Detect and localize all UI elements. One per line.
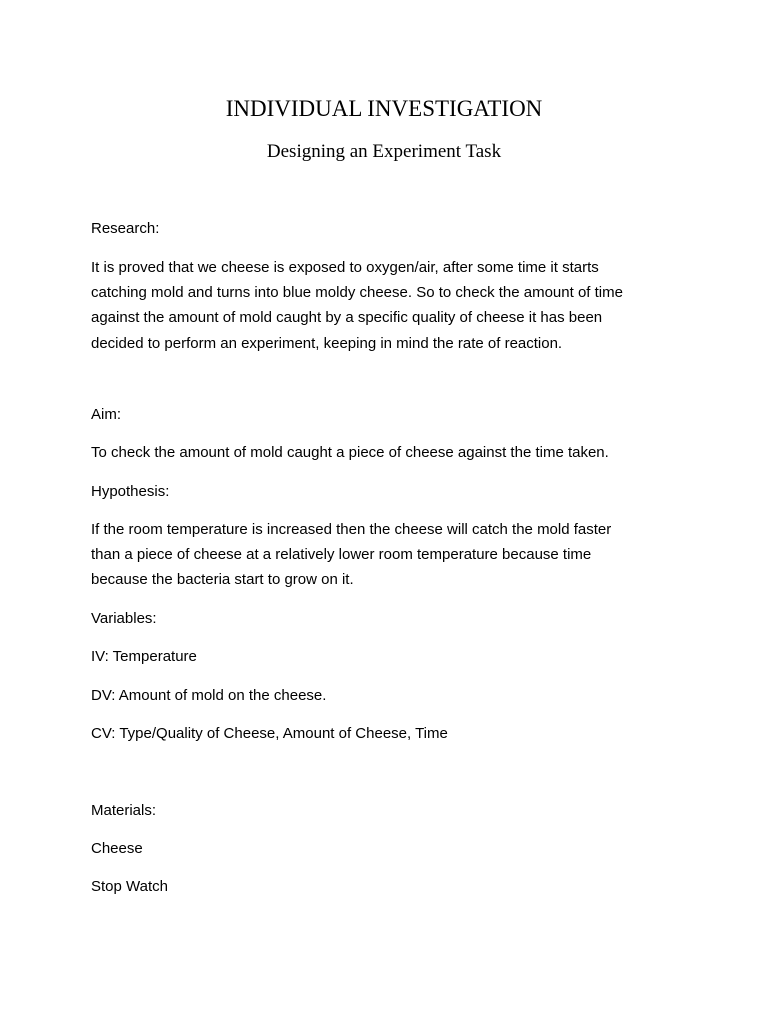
research-line: It is proved that we cheese is exposed to oxygen/air, after some time it starts [91, 259, 599, 276]
research-line: catching mold and turns into blue moldy cheese. So to check the amount of time [91, 284, 623, 301]
research-line: against the amount of mold caught by a specific quality of cheese it has been [91, 309, 603, 326]
materials-item: Stop Watch [91, 878, 168, 895]
research-heading: Research: [91, 220, 160, 237]
research-line: decided to perform an experiment, keeping in mind the rate of reaction. [91, 335, 563, 352]
page-title: INDIVIDUAL INVESTIGATION [225, 96, 543, 121]
aim-heading: Aim: [91, 406, 121, 423]
hypothesis-line: If the room temperature is increased then the cheese will catch the mold faster [91, 521, 612, 538]
hypothesis-line: because the bacteria start to grow on it. [91, 571, 354, 588]
page-subtitle: Designing an Experiment Task [266, 141, 502, 162]
aim-text: To check the amount of mold caught a piece of cheese against the time taken. [91, 444, 609, 461]
hypothesis-heading: Hypothesis: [91, 483, 170, 500]
materials-item: Cheese [91, 840, 143, 857]
variable-cv: CV: Type/Quality of Cheese, Amount of Cheese, Time [91, 725, 448, 742]
hypothesis-line: than a piece of cheese at a relatively lower room temperature because time [91, 546, 592, 563]
variable-dv: DV: Amount of mold on the cheese. [91, 687, 327, 704]
materials-heading: Materials: [91, 802, 157, 819]
variables-heading: Variables: [91, 610, 157, 627]
variable-iv: IV: Temperature [91, 648, 197, 665]
